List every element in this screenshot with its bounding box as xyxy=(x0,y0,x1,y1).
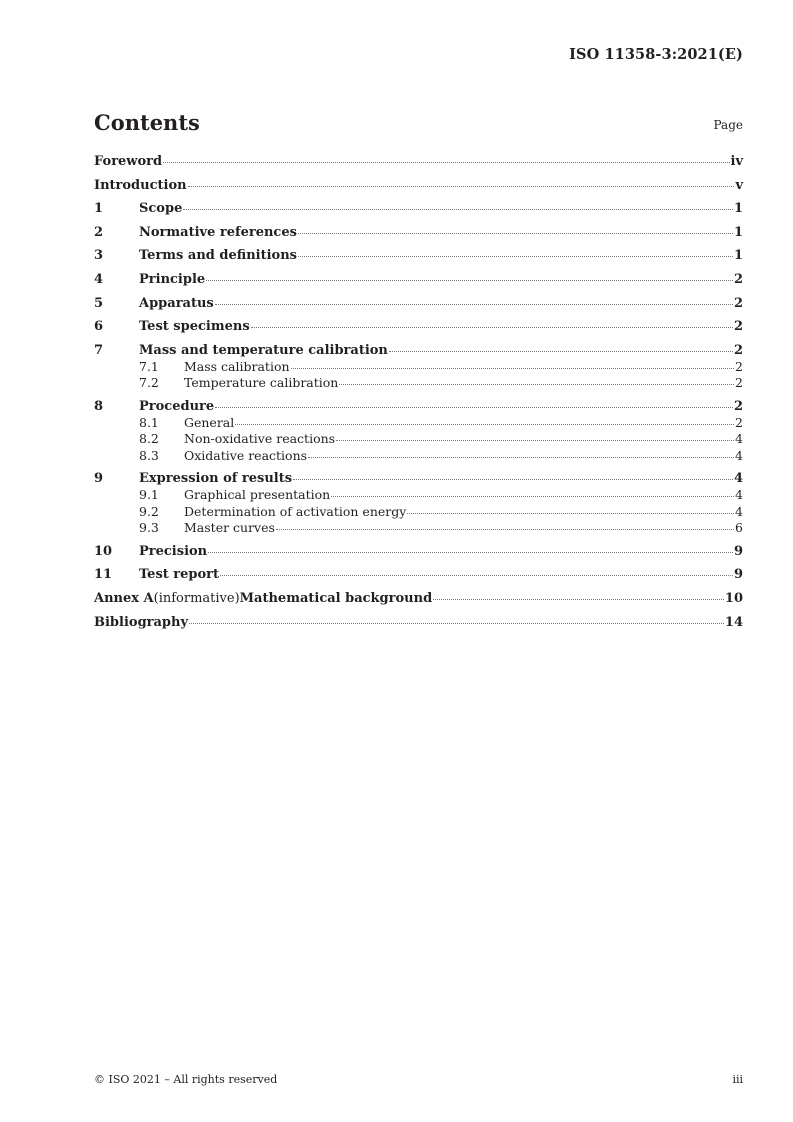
toc-leader-dots xyxy=(389,350,733,352)
toc-title: Terms and definitions xyxy=(139,248,297,264)
toc-number: 9 xyxy=(94,471,104,487)
toc-number: 7.1 xyxy=(139,358,159,374)
toc-page-number: iv xyxy=(730,154,743,169)
document-id: ISO 11358-3:2021(E) xyxy=(569,46,743,63)
toc-page-number: 4 xyxy=(735,431,743,447)
toc-entry[interactable] xyxy=(94,248,743,264)
toc-entry[interactable] xyxy=(94,272,743,288)
toc-entry[interactable] xyxy=(94,544,743,560)
toc-title: Apparatus xyxy=(139,295,214,311)
toc-page-number: 4 xyxy=(735,487,743,503)
toc-page-number: 2 xyxy=(733,295,743,311)
toc-title: Procedure xyxy=(139,398,215,414)
toc-number: 7 xyxy=(94,342,104,358)
toc-entry[interactable] xyxy=(94,225,743,241)
toc-entry[interactable] xyxy=(94,567,743,583)
toc-page-number: 9 xyxy=(733,543,743,559)
toc-number: 9.1 xyxy=(139,487,159,503)
toc-title: Precision xyxy=(139,543,208,559)
toc-title: Test specimens xyxy=(139,319,250,335)
toc-page-number: 2 xyxy=(735,414,743,430)
toc-page-number: 9 xyxy=(733,567,743,583)
toc-number: 10 xyxy=(94,543,113,559)
toc-subentry[interactable] xyxy=(94,359,743,376)
toc-leader-dots xyxy=(189,622,724,624)
toc-leader-dots xyxy=(339,383,734,385)
toc-number: 2 xyxy=(94,224,104,240)
toc-subentry[interactable] xyxy=(94,448,743,465)
toc-number: 4 xyxy=(94,271,104,287)
footer-page-number: iii xyxy=(732,1073,743,1086)
toc-leader-dots xyxy=(163,161,729,163)
toc-number: 8.3 xyxy=(139,447,159,463)
toc-number: 8.2 xyxy=(139,431,159,447)
toc-page-number: 2 xyxy=(733,319,743,335)
toc-title: Temperature calibration xyxy=(184,375,339,391)
toc-title: Oxidative reactions xyxy=(184,447,308,463)
toc-entry[interactable] xyxy=(94,615,743,631)
toc-leader-dots xyxy=(331,495,734,497)
toc-leader-dots xyxy=(235,423,734,425)
toc-number: 5 xyxy=(94,295,104,311)
toc-leader-dots xyxy=(336,439,734,441)
toc-number: 6 xyxy=(94,319,104,335)
toc-leader-dots xyxy=(188,185,735,187)
toc-title: Graphical presentation xyxy=(184,487,331,503)
toc-page-number: 14 xyxy=(724,614,743,630)
toc-page-number: 4 xyxy=(735,503,743,519)
toc-leader-dots xyxy=(215,406,733,408)
toc-title: Expression of results xyxy=(139,471,293,487)
toc-leader-dots xyxy=(298,255,733,257)
toc-title: Mass calibration xyxy=(184,358,290,374)
toc-title: Test report xyxy=(139,567,220,583)
toc-entry[interactable] xyxy=(94,201,743,217)
toc-leader-dots xyxy=(215,303,733,305)
toc-page-number: 2 xyxy=(735,358,743,374)
toc-title: Introduction xyxy=(94,177,187,193)
toc-leader-dots xyxy=(183,208,733,210)
toc-page-number: 6 xyxy=(735,520,743,536)
toc-leader-dots xyxy=(208,551,733,553)
toc-subentry[interactable] xyxy=(94,487,743,504)
toc-leader-dots xyxy=(308,456,734,458)
toc-page-number: 4 xyxy=(735,447,743,463)
page-column-label: Page xyxy=(713,118,743,132)
toc-title: Principle xyxy=(139,271,206,287)
toc-number: 3 xyxy=(94,248,104,264)
toc-leader-dots xyxy=(407,512,734,514)
toc-title: Master curves xyxy=(184,520,275,536)
toc-title: General xyxy=(184,414,235,430)
toc-title: Foreword xyxy=(94,154,163,169)
toc-number: 9.2 xyxy=(139,503,159,519)
toc-page-number: 1 xyxy=(733,201,743,217)
toc-entry[interactable] xyxy=(94,154,743,170)
toc-leader-dots xyxy=(276,528,734,530)
toc-annex-note: (informative) xyxy=(153,590,240,606)
toc-number: 1 xyxy=(94,201,104,217)
toc-page-number: 2 xyxy=(733,271,743,287)
toc-subentry[interactable] xyxy=(94,520,743,537)
toc-entry[interactable] xyxy=(94,319,743,335)
toc-page-number: 1 xyxy=(733,248,743,264)
toc-leader-dots xyxy=(206,279,733,281)
toc-entry[interactable] xyxy=(94,343,743,359)
toc-page-number: 2 xyxy=(733,398,743,414)
toc-subentry[interactable] xyxy=(94,504,743,521)
toc-page-number: 10 xyxy=(724,590,743,606)
toc-title: Mathematical background xyxy=(239,590,433,606)
toc-leader-dots xyxy=(291,367,735,369)
toc-number: 7.2 xyxy=(139,375,159,391)
toc-leader-dots xyxy=(293,478,733,480)
toc-page-number: 2 xyxy=(735,375,743,391)
toc-leader-dots xyxy=(298,232,733,234)
toc-number: 8.1 xyxy=(139,414,159,430)
toc-subentry[interactable] xyxy=(94,415,743,432)
toc-leader-dots xyxy=(220,574,733,576)
toc-subentry[interactable] xyxy=(94,431,743,448)
toc-page-number: 1 xyxy=(733,224,743,240)
toc-entry[interactable] xyxy=(94,178,743,194)
toc-page-number: 2 xyxy=(733,342,743,358)
toc-subentry[interactable] xyxy=(94,375,743,392)
toc-leader-dots xyxy=(251,326,733,328)
toc-number: 9.3 xyxy=(139,520,159,536)
toc-title: Scope xyxy=(139,201,183,217)
toc-title: Normative references xyxy=(139,224,297,240)
toc-entry[interactable] xyxy=(94,591,743,607)
toc-title: Non-oxidative reactions xyxy=(184,431,336,447)
toc-number: 11 xyxy=(94,567,113,583)
toc-leader-dots xyxy=(433,598,724,600)
toc-entry[interactable] xyxy=(94,296,743,312)
table-of-contents xyxy=(94,154,743,631)
toc-number: 8 xyxy=(94,398,104,414)
toc-title: Bibliography xyxy=(94,614,189,630)
footer-copyright: © ISO 2021 – All rights reserved xyxy=(94,1073,278,1086)
toc-entry[interactable] xyxy=(94,471,743,487)
toc-page-number: 4 xyxy=(733,471,743,487)
toc-title: Mass and temperature calibration xyxy=(139,342,388,358)
toc-annex-label: Annex A xyxy=(94,590,154,606)
contents-title: Contents xyxy=(94,110,200,135)
toc-page-number: v xyxy=(735,177,743,193)
toc-entry[interactable] xyxy=(94,399,743,415)
toc-title: Determination of activation energy xyxy=(184,503,407,519)
